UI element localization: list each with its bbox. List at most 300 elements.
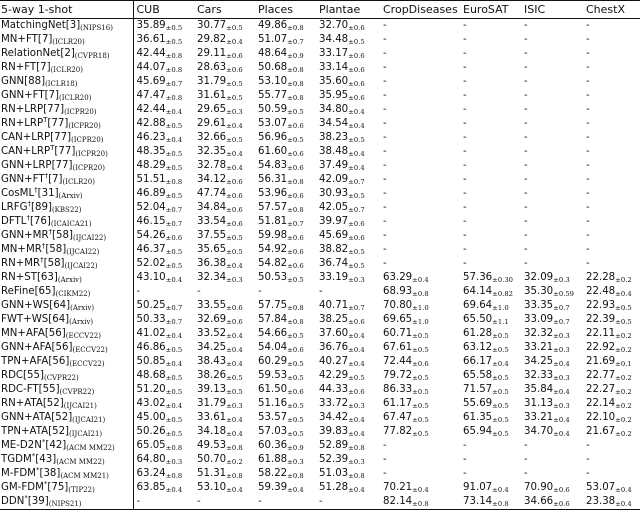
- score-cell: [316, 215, 380, 229]
- score-cell: [255, 495, 316, 510]
- score-ci: ±0.4: [165, 108, 183, 116]
- score-value: -: [524, 118, 528, 129]
- score-value: 57.36: [463, 272, 493, 283]
- score-ci: ±0.5: [165, 248, 183, 256]
- method-name: GNN+WS: [1, 300, 50, 311]
- score-value: 35.89: [136, 20, 166, 31]
- score-cell: [583, 33, 640, 47]
- score-cell: [460, 89, 521, 103]
- score-cell: [194, 215, 255, 229]
- score-ci: ±0.5: [287, 402, 304, 410]
- table-row: [0, 131, 640, 145]
- score-value: 48.35: [136, 146, 166, 157]
- score-value: -: [197, 286, 201, 297]
- score-value: 69.65: [383, 314, 413, 325]
- score-value: -: [524, 468, 528, 479]
- score-value: 66.17: [463, 356, 493, 367]
- score-value: 34.48: [319, 34, 349, 45]
- score-cell: [255, 313, 316, 327]
- score-ci: ±0.4: [226, 416, 243, 424]
- method-venue: (NIPS21): [48, 500, 82, 508]
- score-value: 50.85: [136, 356, 166, 367]
- table-row: [0, 257, 640, 271]
- score-value: 32.69: [197, 314, 227, 325]
- score-cell: [380, 313, 460, 327]
- method-venue: (ICLR20): [62, 178, 95, 186]
- score-cell: [380, 103, 460, 117]
- score-value: -: [383, 104, 387, 115]
- score-cell: [521, 61, 583, 75]
- score-value: 38.82: [319, 244, 349, 255]
- table-row: [0, 397, 640, 411]
- method-cell: [0, 467, 133, 481]
- score-cell: [380, 145, 460, 159]
- score-value: 58.22: [258, 468, 288, 479]
- method-ref: [88]: [24, 76, 46, 87]
- score-cell: [255, 439, 316, 453]
- method-venue: (KBS22): [51, 206, 82, 214]
- score-value: 34.18: [197, 426, 227, 437]
- method-venue: (ICLR18): [45, 80, 78, 88]
- column-header: CropDiseases: [383, 3, 458, 16]
- score-ci: ±0.6: [412, 360, 429, 368]
- method-venue: (CVPR22): [59, 388, 95, 396]
- score-ci: ±0.6: [226, 318, 243, 326]
- score-value: 42.88: [136, 118, 166, 129]
- score-cell: [380, 215, 460, 229]
- score-value: 61.88: [258, 454, 288, 465]
- score-value: 34.70: [524, 426, 554, 437]
- score-value: 65.05: [136, 440, 166, 451]
- score-value: -: [383, 76, 387, 87]
- score-value: -: [383, 468, 387, 479]
- score-cell: [255, 299, 316, 313]
- score-cell: [194, 369, 255, 383]
- score-ci: ±0.4: [226, 332, 243, 340]
- score-cell: [521, 75, 583, 89]
- score-cell: [255, 159, 316, 173]
- method-venue: (ECCV22): [65, 332, 101, 340]
- score-ci: ±0.4: [226, 360, 243, 368]
- score-ci: ±0.4: [348, 150, 365, 158]
- score-cell: [521, 243, 583, 257]
- score-ci: ±0.82: [492, 290, 514, 298]
- score-value: -: [586, 48, 590, 59]
- score-value: 32.66: [197, 132, 227, 143]
- method-marker: *: [24, 495, 28, 502]
- score-ci: ±0.4: [226, 430, 243, 438]
- score-cell: [194, 131, 255, 145]
- table-row: [0, 355, 640, 369]
- score-cell: [316, 355, 380, 369]
- score-ci: ±0.3: [348, 276, 365, 284]
- score-cell: [583, 229, 640, 243]
- score-value: 40.27: [319, 356, 349, 367]
- score-ci: ±0.8: [165, 94, 183, 102]
- score-ci: ±0.5: [348, 262, 365, 270]
- table-row: [0, 411, 640, 425]
- score-cell: [380, 495, 460, 510]
- score-ci: ±0.7: [165, 206, 183, 214]
- score-cell: [194, 201, 255, 215]
- score-cell: [133, 89, 194, 103]
- score-value: 33.19: [319, 272, 349, 283]
- score-cell: [380, 411, 460, 425]
- score-ci: ±0.4: [348, 164, 365, 172]
- score-cell: [460, 327, 521, 341]
- score-cell: [194, 33, 255, 47]
- table-row: [0, 271, 640, 285]
- score-cell: [255, 117, 316, 131]
- score-cell: [521, 425, 583, 439]
- score-value: 52.04: [136, 202, 166, 213]
- score-ci: ±0.4: [165, 402, 183, 410]
- score-cell: [460, 215, 521, 229]
- score-value: -: [524, 76, 528, 87]
- method-name: MatchingNet: [1, 20, 66, 31]
- method-cell: [0, 411, 133, 425]
- method-ref: [63]: [36, 272, 58, 283]
- score-cell: [255, 355, 316, 369]
- method-name: RelationNet: [1, 48, 61, 59]
- score-value: -: [524, 440, 528, 451]
- score-cell: [583, 187, 640, 201]
- score-ci: ±0.3: [287, 458, 304, 466]
- method-marker: †: [27, 201, 32, 208]
- table-row: [0, 117, 640, 131]
- score-cell: [380, 117, 460, 131]
- score-value: 33.14: [319, 62, 349, 73]
- score-cell: [133, 117, 194, 131]
- score-value: -: [383, 62, 387, 73]
- score-cell: [460, 313, 521, 327]
- score-cell: [255, 47, 316, 61]
- method-name: GNN+ATA: [1, 412, 52, 423]
- score-value: -: [524, 244, 528, 255]
- score-ci: ±0.6: [287, 262, 304, 270]
- score-ci: ±0.6: [226, 52, 243, 60]
- score-cell: [583, 145, 640, 159]
- score-value: 39.97: [319, 216, 349, 227]
- method-venue: (Arxiv): [70, 304, 95, 312]
- score-ci: ±0.4: [492, 486, 509, 494]
- score-ci: ±0.4: [226, 486, 243, 494]
- score-value: 45.69: [136, 76, 166, 87]
- score-ci: ±0.2: [615, 346, 632, 354]
- score-ci: ±0.7: [348, 178, 365, 186]
- score-ci: ±0.4: [348, 332, 365, 340]
- score-value: 35.84: [524, 384, 554, 395]
- score-value: -: [383, 146, 387, 157]
- score-ci: ±0.5: [165, 164, 183, 172]
- method-venue: (ACM MM22): [66, 444, 115, 452]
- score-cell: [583, 75, 640, 89]
- score-value: -: [524, 104, 528, 115]
- score-ci: ±0.5: [492, 346, 509, 354]
- score-cell: [316, 341, 380, 355]
- score-ci: ±0.3: [553, 332, 570, 340]
- method-name: CAN+LRP: [1, 132, 51, 143]
- score-value: 38.43: [197, 356, 227, 367]
- score-ci: ±0.5: [412, 374, 429, 382]
- score-cell: [583, 369, 640, 383]
- score-cell: [133, 173, 194, 187]
- score-value: 34.80: [319, 104, 349, 115]
- score-cell: [380, 187, 460, 201]
- method-cell: [0, 201, 133, 215]
- score-ci: ±0.6: [226, 206, 243, 214]
- score-value: 46.86: [136, 342, 166, 353]
- score-cell: [194, 313, 255, 327]
- score-ci: ±0.5: [492, 388, 509, 396]
- score-cell: [521, 89, 583, 103]
- score-value: 54.92: [258, 244, 288, 255]
- table-row: [0, 103, 640, 117]
- method-ref: [52]: [51, 412, 73, 423]
- score-value: 53.96: [258, 188, 288, 199]
- score-value: 29.82: [197, 34, 227, 45]
- score-ci: ±0.6: [553, 486, 570, 494]
- score-value: -: [383, 258, 387, 269]
- score-value: -: [586, 244, 590, 255]
- score-ci: ±0.6: [226, 178, 243, 186]
- score-ci: ±0.5: [165, 346, 183, 354]
- score-cell: [460, 201, 521, 215]
- score-ci: ±0.7: [165, 304, 183, 312]
- score-cell: [521, 145, 583, 159]
- score-cell: [583, 117, 640, 131]
- score-value: 22.14: [586, 398, 616, 409]
- score-cell: [521, 103, 583, 117]
- score-ci: ±0.5: [165, 416, 183, 424]
- score-ci: ±0.4: [226, 150, 243, 158]
- score-ci: ±0.2: [615, 374, 632, 382]
- method-ref: [38]: [39, 468, 61, 479]
- score-cell: [194, 397, 255, 411]
- score-cell: [133, 103, 194, 117]
- score-ci: ±0.5: [287, 430, 304, 438]
- score-cell: [460, 257, 521, 271]
- score-cell: [255, 33, 316, 47]
- score-value: 39.83: [319, 426, 349, 437]
- score-ci: ±0.3: [553, 374, 570, 382]
- score-cell: [460, 425, 521, 439]
- method-venue: (IJCAI22): [72, 234, 107, 242]
- method-venue: (Arxiv): [69, 318, 94, 326]
- score-cell: [133, 215, 194, 229]
- score-ci: ±0.9: [287, 52, 304, 60]
- score-value: 53.07: [258, 118, 288, 129]
- score-cell: [380, 285, 460, 299]
- score-value: 51.28: [319, 482, 349, 493]
- column-header: ISIC: [524, 3, 546, 16]
- score-value: 47.74: [197, 188, 227, 199]
- score-ci: ±0.5: [165, 122, 183, 130]
- score-ci: ±0.8: [165, 178, 183, 186]
- score-cell: [194, 159, 255, 173]
- score-cell: [521, 19, 583, 34]
- score-value: 50.59: [258, 104, 288, 115]
- score-cell: [521, 383, 583, 397]
- score-cell: [316, 145, 380, 159]
- method-venue: (IJCAI22): [66, 248, 100, 256]
- score-value: 32.34: [197, 272, 227, 283]
- score-value: -: [463, 132, 467, 143]
- score-cell: [460, 495, 521, 510]
- method-ref: [3]: [65, 20, 81, 31]
- score-value: -: [524, 62, 528, 73]
- score-value: 42.44: [136, 104, 166, 115]
- method-venue: (ICPR20): [68, 122, 101, 130]
- method-ref: [56]: [44, 328, 66, 339]
- score-ci: ±0.8: [287, 66, 304, 74]
- method-name: ME-D2N: [1, 440, 42, 451]
- score-cell: [255, 103, 316, 117]
- score-cell: [194, 187, 255, 201]
- method-marker: †: [41, 243, 46, 250]
- score-value: 59.53: [258, 370, 288, 381]
- score-value: 64.80: [136, 454, 166, 465]
- score-value: 22.11: [586, 328, 616, 339]
- score-cell: [521, 327, 583, 341]
- score-ci: ±0.5: [165, 374, 183, 382]
- score-ci: ±0.8: [492, 500, 509, 508]
- score-ci: ±0.7: [165, 220, 183, 228]
- score-value: -: [524, 216, 528, 227]
- score-value: 34.42: [319, 412, 349, 423]
- score-cell: [460, 467, 521, 481]
- score-ci: ±0.59: [553, 290, 575, 298]
- score-value: 35.60: [319, 76, 349, 87]
- score-cell: [583, 103, 640, 117]
- score-cell: [133, 271, 194, 285]
- score-value: 61.28: [463, 328, 493, 339]
- score-ci: ±0.8: [412, 290, 429, 298]
- score-cell: [133, 383, 194, 397]
- score-cell: [133, 327, 194, 341]
- score-cell: [133, 355, 194, 369]
- score-ci: ±1.0: [492, 304, 509, 312]
- method-venue: (ICPR20): [72, 164, 105, 172]
- method-ref: [43]: [35, 454, 57, 465]
- score-value: 33.17: [319, 48, 349, 59]
- score-cell: [521, 467, 583, 481]
- score-value: 33.35: [524, 300, 554, 311]
- score-cell: [255, 327, 316, 341]
- score-cell: [194, 439, 255, 453]
- score-value: 36.76: [319, 342, 349, 353]
- method-ref: [55]: [38, 384, 60, 395]
- method-name: DFTL: [1, 216, 27, 227]
- score-cell: [194, 285, 255, 299]
- score-cell: [521, 495, 583, 510]
- score-value: 38.23: [319, 132, 349, 143]
- score-value: 54.04: [258, 342, 288, 353]
- score-value: 63.24: [136, 468, 166, 479]
- score-value: 34.54: [319, 118, 349, 129]
- score-cell: [521, 257, 583, 271]
- score-value: -: [524, 90, 528, 101]
- score-cell: [460, 117, 521, 131]
- method-cell: [0, 271, 133, 285]
- score-ci: ±0.7: [348, 304, 365, 312]
- score-cell: [521, 397, 583, 411]
- score-cell: [460, 439, 521, 453]
- score-cell: [194, 173, 255, 187]
- score-value: 68.93: [383, 286, 413, 297]
- score-ci: ±0.3: [226, 402, 243, 410]
- score-ci: ±0.5: [492, 416, 509, 424]
- score-value: 34.84: [197, 202, 227, 213]
- score-cell: [133, 75, 194, 89]
- method-marker: T: [43, 117, 48, 124]
- score-ci: ±0.8: [287, 94, 304, 102]
- score-cell: [521, 313, 583, 327]
- score-cell: [380, 89, 460, 103]
- score-ci: ±0.5: [287, 416, 304, 424]
- score-value: 57.75: [258, 300, 288, 311]
- score-value: 46.37: [136, 244, 166, 255]
- score-value: -: [319, 286, 323, 297]
- score-value: 63.12: [463, 342, 493, 353]
- score-value: 48.68: [136, 370, 166, 381]
- table-row: [0, 173, 640, 187]
- score-cell: [460, 369, 521, 383]
- score-ci: ±0.30: [492, 276, 514, 284]
- score-cell: [460, 103, 521, 117]
- score-cell: [460, 397, 521, 411]
- score-cell: [583, 327, 640, 341]
- score-cell: [583, 19, 640, 34]
- method-ref: [75]: [47, 482, 69, 493]
- score-value: -: [586, 62, 590, 73]
- score-ci: ±0.7: [165, 80, 183, 88]
- score-cell: [255, 229, 316, 243]
- score-value: 29.61: [197, 118, 227, 129]
- method-cell: [0, 425, 133, 439]
- score-ci: ±0.2: [615, 402, 632, 410]
- score-cell: [460, 355, 521, 369]
- score-ci: ±0.3: [348, 402, 365, 410]
- score-cell: [521, 285, 583, 299]
- score-value: 51.16: [258, 398, 288, 409]
- score-value: 33.72: [319, 398, 349, 409]
- score-cell: [133, 341, 194, 355]
- method-cell: [0, 397, 133, 411]
- score-ci: ±0.5: [287, 374, 304, 382]
- score-ci: ±0.5: [348, 136, 365, 144]
- score-cell: [255, 467, 316, 481]
- score-cell: [380, 383, 460, 397]
- score-cell: [316, 187, 380, 201]
- score-value: 34.12: [197, 174, 227, 185]
- score-value: -: [258, 286, 262, 297]
- score-cell: [316, 467, 380, 481]
- score-value: 29.65: [197, 104, 227, 115]
- method-marker: †: [44, 173, 49, 180]
- method-cell: [0, 243, 133, 257]
- method-cell: [0, 33, 133, 47]
- score-value: 44.07: [136, 62, 166, 73]
- score-cell: [380, 173, 460, 187]
- method-ref: [52]: [48, 426, 70, 437]
- score-value: -: [197, 496, 201, 507]
- method-venue: (IJCAI21): [63, 402, 97, 410]
- method-ref: [52]: [42, 398, 64, 409]
- score-value: -: [586, 258, 590, 269]
- score-cell: [316, 201, 380, 215]
- score-cell: [316, 229, 380, 243]
